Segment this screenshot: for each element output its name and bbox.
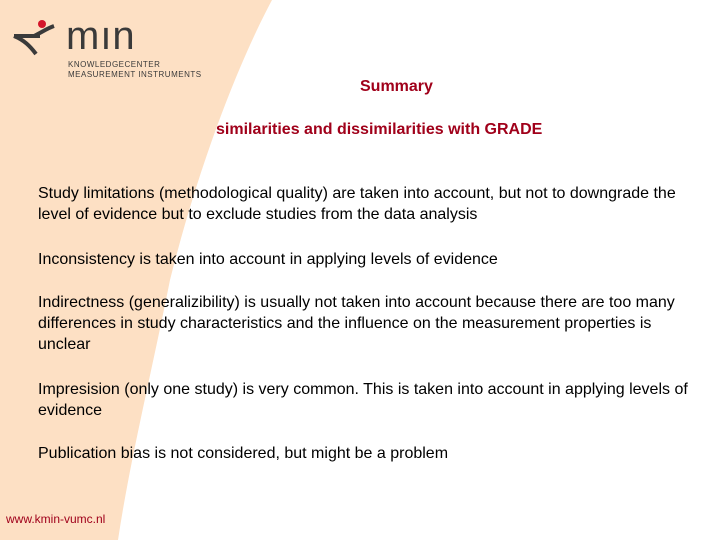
logo-wordmark: mın: [66, 14, 136, 58]
footer-url[interactable]: www.kmin-vumc.nl: [6, 512, 106, 526]
bullet-publication-bias: Publication bias is not considered, but might be a problem: [38, 445, 449, 462]
bullet-indirectness: Indirectness (generalizibility) is usually not taken into account because there are too many differences in study characteristics and the influence on the measurement properties is unclear: [38, 294, 675, 353]
kmin-logo: [10, 14, 210, 84]
kmin-k-symbol-icon: [10, 18, 66, 58]
bullet-study-limitations: Study limitations (methodological quality) are taken into account, but not to downgrade the level of evidence but to exclude studies from the data analysis: [38, 185, 676, 223]
logo-tagline-2: MEASUREMENT INSTRUMENTS: [68, 70, 202, 79]
slide-title: Summary: [360, 78, 433, 95]
slide-subtitle: similarities and dissimilarities with GRADE: [216, 121, 543, 138]
logo-tagline-1: KNOWLEDGECENTER: [68, 60, 161, 69]
bullet-imprecision: Impresision (only one study) is very common. This is taken into account in applying levels of evidence: [38, 381, 688, 419]
bullet-inconsistency: Inconsistency is taken into account in applying levels of evidence: [38, 251, 498, 268]
